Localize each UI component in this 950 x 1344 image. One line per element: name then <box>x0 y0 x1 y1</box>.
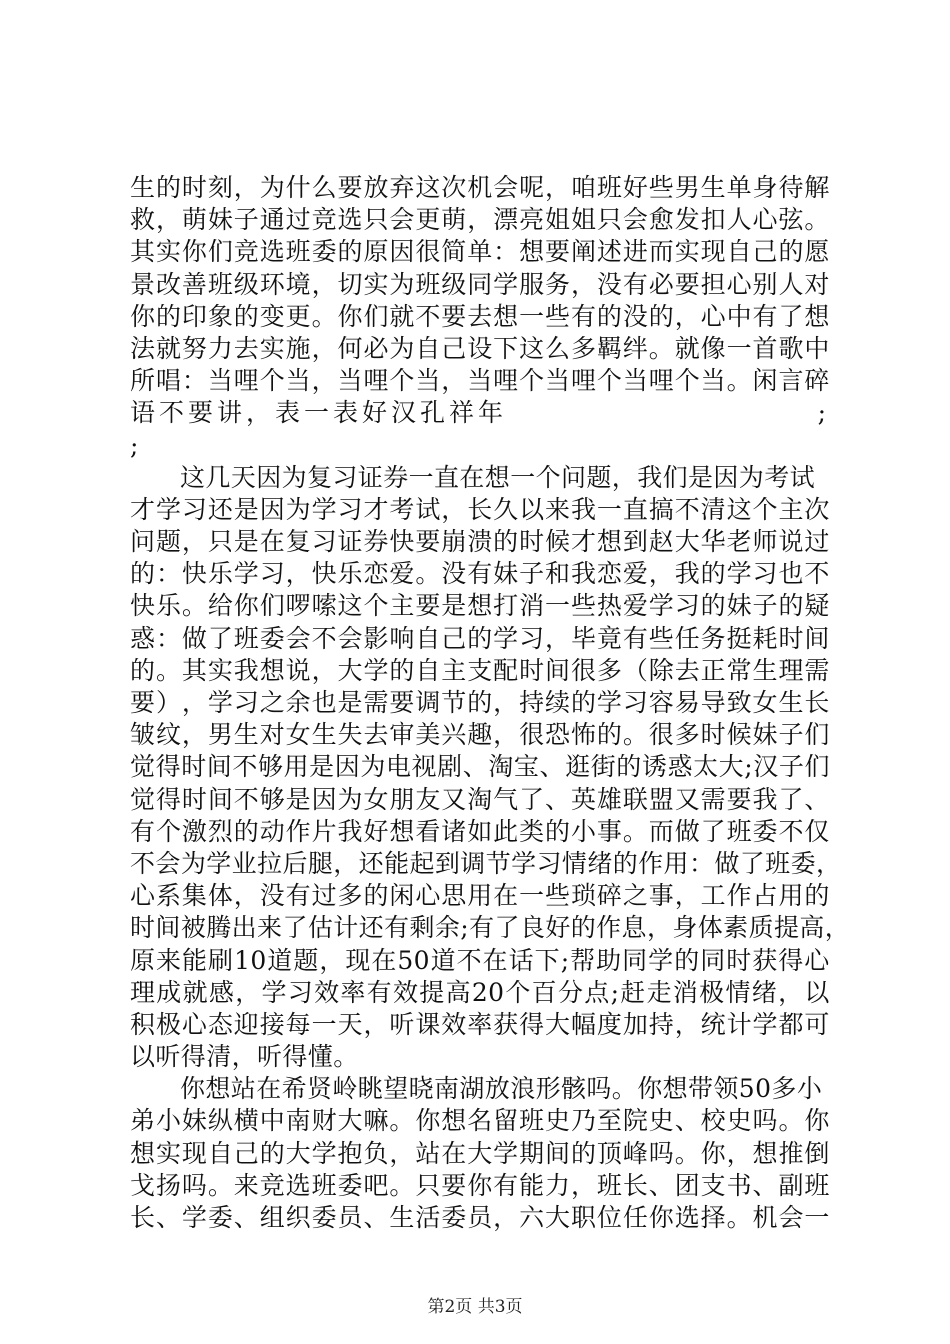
text-line: 想 实 现 自 己 的 大 学 抱 负 ， 站 在 大 学 期 间 的 顶 峰 吗 。 你 ， 想 推 倒 <box>130 1138 830 1168</box>
text-line: 不 会 为 学 业 拉 后 腿 ， 还 能 起 到 调 节 学 习 情 绪 的 作 用 ： 做 了 班 委 ， <box>130 848 842 878</box>
text-line-spread-tail: ; <box>817 398 830 428</box>
text-line: 你 的 印 象 的 变 更 。 你 们 就 不 要 去 想 一 些 有 的 没 的 ， 心 中 有 了 想 <box>130 301 830 331</box>
text-line: 法 就 努 力 去 实 施 ， 何 必 为 自 己 设 下 这 么 多 羁 绊 。 就 像 一 首 歌 中 <box>130 333 830 363</box>
text-line: ; <box>130 430 139 460</box>
document-body <box>130 172 851 1234</box>
text-line: 戈 扬 吗 。 来 竞 选 班 委 吧 。 只 要 你 有 能 力 ， 班 长 、 团 支 书 、 副 班 <box>130 1170 830 1200</box>
text-line: 所 唱 ： 当 哩 个 当 ， 当 哩 个 当 ， 当 哩 个 当 哩 个 当 哩 个 当 。 闲 言 碎 <box>130 366 830 396</box>
text-line: 长 、 学 委 、 组 织 委 员 、 生 活 委 员 ， 六 大 职 位 任 你 选 择 。 机 会 一 <box>130 1203 830 1232</box>
text-line: 要 ） ， 学 习 之 余 也 是 需 要 调 节 的 ， 持 续 的 学 习 容 易 导 致 女 生 长 <box>130 688 830 717</box>
paragraph-first-line: 这几天因为复习证券一直在想一个问题，我们是因为考试 <box>180 462 816 492</box>
text-line: 皱 纹 ， 男 生 对 女 生 失 去 审 美 兴 趣 ， 很 恐 怖 的 。 很 多 时 候 妹 子 们 <box>130 720 830 750</box>
text-line: 理 成 就 感 ， 学 习 效 率 有 效 提 高 20 个 百 分 点 ; 赶 走 消 极 情 绪 ， 以 <box>130 977 830 1007</box>
text-line-spread <box>130 397 830 429</box>
text-line: 其 实 你 们 竞 选 班 委 的 原 因 很 简 单 ： 想 要 阐 述 进 而 实 现 自 己 的 愿 <box>130 237 830 267</box>
text-line: 时 间 被 腾 出 来 了 估 计 还 有 剩 余 ; 有 了 良 好 的 作 息 ， 身 体 素 质 提 高 ， <box>130 913 851 943</box>
text-line: 才 学 习 还 是 因 为 学 习 才 考 试 ， 长 久 以 来 我 一 直 搞 不 清 这 个 主 次 <box>130 494 830 524</box>
text-line: 心 系 集 体 ， 没 有 过 多 的 闲 心 思 用 在 一 些 琐 碎 之 事 ， 工 作 占 用 的 <box>130 881 830 911</box>
text-line: 原 来 能 刷 10 道 题 ， 现 在 50 道 不 在 话 下 ; 帮 助 同 学 的 同 时 获 得 心 <box>130 945 830 975</box>
text-line: 以听得清，听得懂。 <box>130 1042 359 1072</box>
text-line: 景 改 善 班 级 环 境 ， 切 实 为 班 级 同 学 服 务 ， 没 有 必 要 担 心 别 人 对 <box>130 269 830 299</box>
text-line: 问 题 ， 只 是 在 复 习 证 券 快 要 崩 溃 的 时 候 才 想 到 赵 大 华 老 师 说 过 <box>130 527 830 557</box>
paragraph-first-line: 你想站在希贤岭眺望晓南湖放浪形骸吗。你想带领50多小 <box>180 1074 823 1104</box>
text-line: 惑 ： 做 了 班 委 会 不 会 影 响 自 己 的 学 习 ， 毕 竟 有 些 任 务 挺 耗 时 间 <box>130 623 830 653</box>
text-line: 觉 得 时 间 不 够 用 是 因 为 电 视 剧 、 淘 宝 、 逛 街 的 诱 惑 太 大 ; 汉 子 们 <box>130 752 830 782</box>
text-line: 弟 小 妹 纵 横 中 南 财 大 嘛 。 你 想 名 留 班 史 乃 至 院 史 、 校 史 吗 。 你 <box>130 1106 830 1136</box>
text-line-spread-main: 语不要讲，表一表好汉孔祥年 <box>130 398 508 428</box>
text-line: 积 极 心 态 迎 接 每 一 天 ， 听 课 效 率 获 得 大 幅 度 加 持 ， 统 计 学 都 可 <box>130 1009 830 1039</box>
page-footer: 第2页 共3页 <box>427 1297 523 1317</box>
text-line: 的 ： 快 乐 学 习 ， 快 乐 恋 爱 。 没 有 妹 子 和 我 恋 爱 ， 我 的 学 习 也 不 <box>130 559 830 589</box>
text-line: 有 个 激 烈 的 动 作 片 我 好 想 看 诸 如 此 类 的 小 事 。 而 做 了 班 委 不 仅 <box>130 816 830 846</box>
text-line: 快 乐 。 给 你 们 啰 嗦 这 个 主 要 是 想 打 消 一 些 热 爱 学 习 的 妹 子 的 疑 <box>130 591 830 621</box>
text-line: 生 的 时 刻 ， 为 什 么 要 放 弃 这 次 机 会 呢 ， 咱 班 好 些 男 生 单 身 待 解 <box>130 173 830 202</box>
text-line: 觉 得 时 间 不 够 是 因 为 女 朋 友 又 淘 气 了 、 英 雄 联 盟 又 需 要 我 了 、 <box>130 784 830 814</box>
text-line: 的 。 其 实 我 想 说 ， 大 学 的 自 主 支 配 时 间 很 多 （ 除 去 正 常 生 理 需 <box>130 655 830 685</box>
text-line: 救 ， 萌 妹 子 通 过 竞 选 只 会 更 萌 ， 漂 亮 姐 姐 只 会 愈 发 扣 人 心 弦 。 <box>130 205 830 235</box>
